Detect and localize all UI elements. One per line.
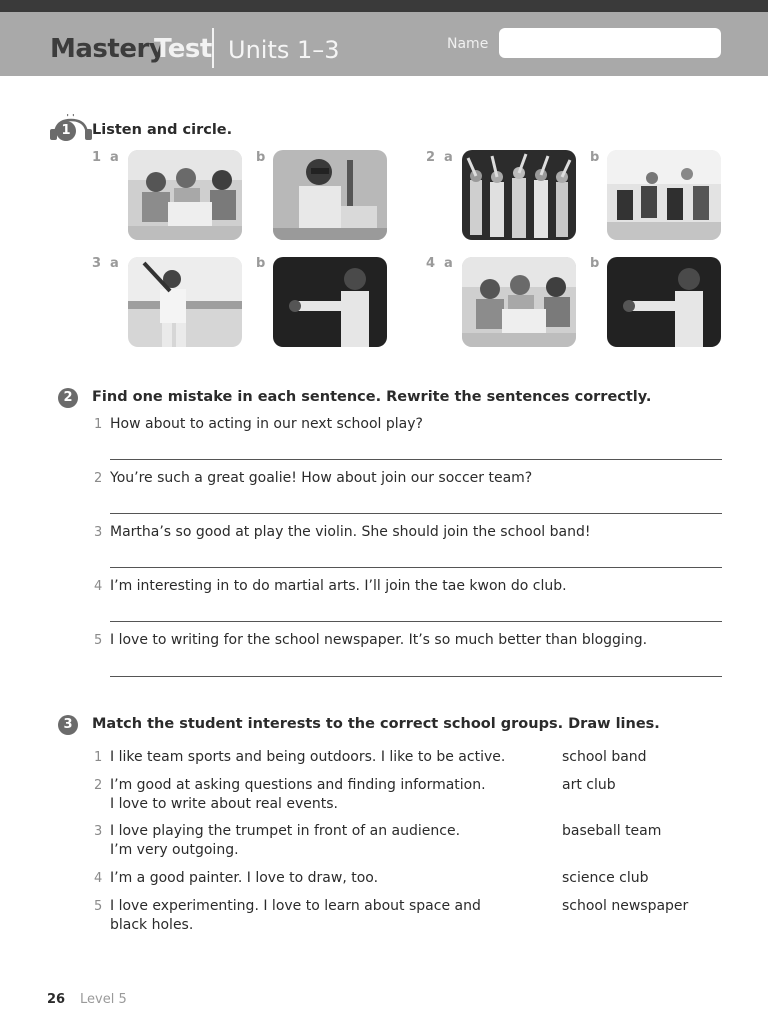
interest-5-number: 5 [94, 899, 103, 914]
section-3-number: 3 [58, 715, 78, 735]
section-1-instruction: Listen and circle. [92, 122, 233, 138]
photo-baseball-player[interactable] [128, 257, 242, 347]
photo-music-classroom[interactable] [607, 150, 721, 240]
group-school-newspaper[interactable]: school newspaper [562, 898, 689, 914]
answer-line-5[interactable] [110, 676, 722, 678]
sentence-3-text: Martha’s so good at play the violin. She should join the school band! [110, 524, 591, 540]
item-3-number: 3 [92, 256, 102, 271]
title-divider [212, 28, 214, 68]
section-1-number: 1 [56, 121, 76, 141]
interest-4-text: I’m a good painter. I love to draw, too. [110, 870, 379, 886]
photo-performers-stage[interactable] [462, 150, 576, 240]
name-label: Name [447, 36, 489, 52]
group-baseball-team[interactable]: baseball team [562, 823, 662, 839]
photo-martial-arts-2[interactable] [607, 257, 721, 347]
sentence-3-number: 3 [94, 525, 103, 540]
sentence-1-number: 1 [94, 417, 103, 432]
photo-students-laptop-2[interactable] [462, 257, 576, 347]
interest-2-text-line1: I’m good at asking questions and finding information. [110, 777, 486, 793]
photo-science-lab[interactable] [273, 150, 387, 240]
answer-line-2[interactable] [110, 513, 722, 515]
answer-line-3[interactable] [110, 567, 722, 569]
title-units: Units 1–3 [228, 36, 340, 64]
interest-3-text-line1: I love playing the trumpet in front of an audience. [110, 823, 461, 839]
page-number: 26 [47, 992, 66, 1007]
item-3-option-a: a [110, 256, 119, 271]
item-3-option-b: b [256, 256, 266, 271]
name-field[interactable] [499, 28, 721, 58]
section-2-instruction: Find one mistake in each sentence. Rewrite the sentences correctly. [92, 389, 652, 405]
item-1-number: 1 [92, 150, 102, 165]
interest-1-text: I like team sports and being outdoors. I like to be active. [110, 749, 506, 765]
top-strip [0, 0, 768, 12]
item-4-option-b: b [590, 256, 600, 271]
page-header [0, 12, 768, 76]
answer-line-4[interactable] [110, 621, 722, 623]
item-1-option-b: b [256, 150, 266, 165]
level-label: Level 5 [80, 992, 127, 1007]
interest-1-number: 1 [94, 750, 103, 765]
sentence-5-text: I love to writing for the school newspaper. It’s so much better than blogging. [110, 632, 648, 648]
group-art-club[interactable]: art club [562, 777, 616, 793]
photo-martial-arts[interactable] [273, 257, 387, 347]
title-test: Test [154, 34, 212, 64]
item-1-option-a: a [110, 150, 119, 165]
sentence-1-text: How about to acting in our next school play? [110, 416, 423, 432]
interest-4-number: 4 [94, 871, 103, 886]
section-3-instruction: Match the student interests to the correct school groups. Draw lines. [92, 716, 660, 732]
item-2-option-a: a [444, 150, 453, 165]
interest-5-text-line1: I love experimenting. I love to learn about space and [110, 898, 481, 914]
item-4-option-a: a [444, 256, 453, 271]
item-4-number: 4 [426, 256, 436, 271]
sentence-2-text: You’re such a great goalie! How about join our soccer team? [110, 470, 533, 486]
interest-2-text-line2: I love to write about real events. [110, 796, 338, 812]
photo-students-laptop[interactable] [128, 150, 242, 240]
interest-2-number: 2 [94, 778, 103, 793]
interest-5-text-line2: black holes. [110, 917, 194, 933]
interest-3-text-line2: I’m very outgoing. [110, 842, 239, 858]
group-school-band[interactable]: school band [562, 749, 647, 765]
sentence-2-number: 2 [94, 471, 103, 486]
sentence-5-number: 5 [94, 633, 103, 648]
item-2-number: 2 [426, 150, 436, 165]
title-mastery: Mastery [50, 34, 166, 64]
group-science-club[interactable]: science club [562, 870, 649, 886]
section-2-number: 2 [58, 388, 78, 408]
interest-3-number: 3 [94, 824, 103, 839]
answer-line-1[interactable] [110, 459, 722, 461]
sentence-4-number: 4 [94, 579, 103, 594]
sentence-4-text: I’m interesting in to do martial arts. I’ll join the tae kwon do club. [110, 578, 567, 594]
item-2-option-b: b [590, 150, 600, 165]
